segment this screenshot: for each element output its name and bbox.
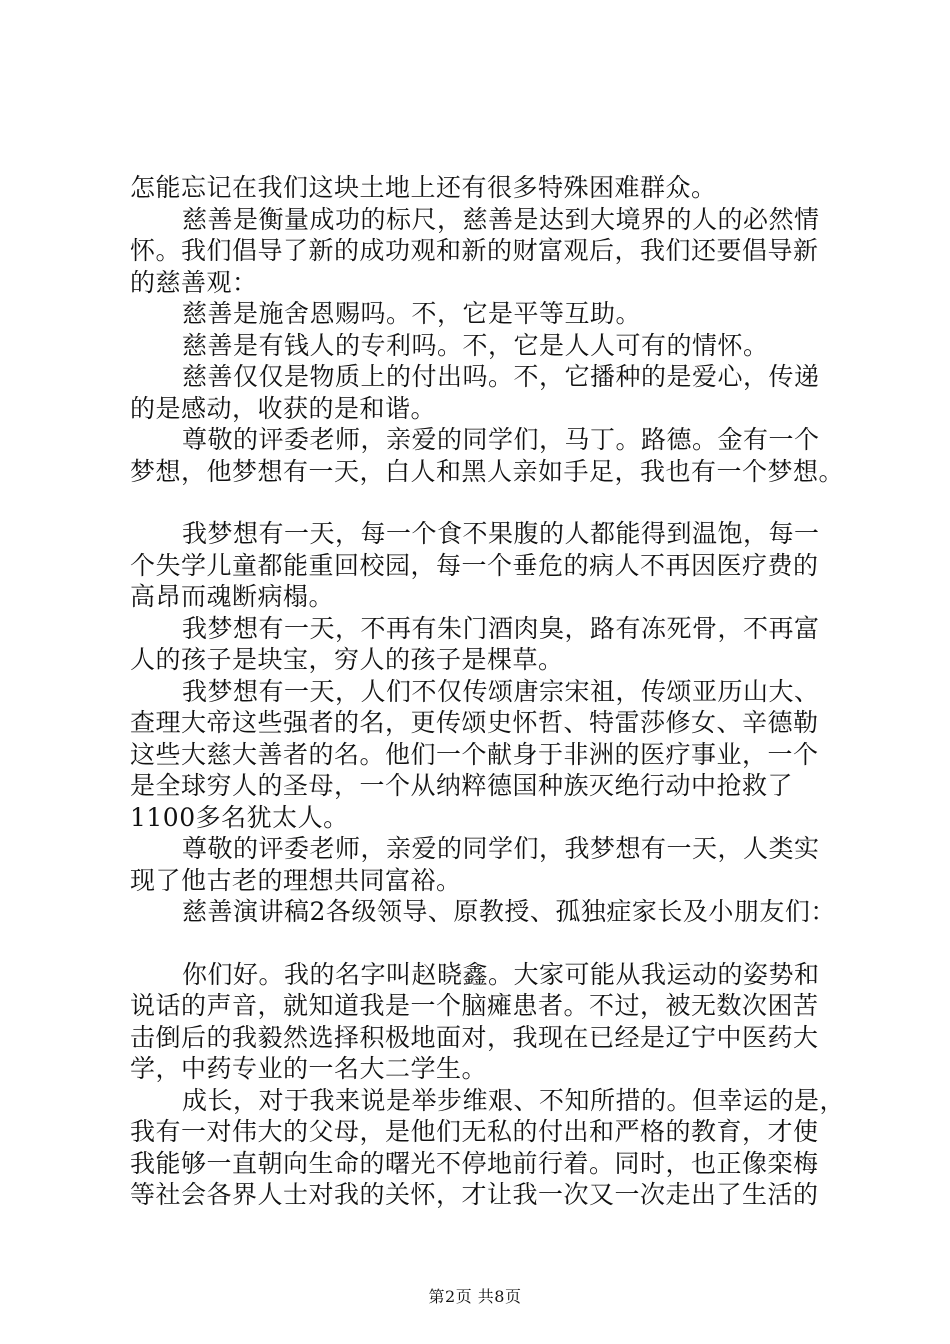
text-line: 尊敬的评委老师，亲爱的同学们，马丁。路德。金有一个 (182, 425, 820, 454)
text-line: 高昂而魂断病榻。 (130, 582, 335, 611)
text-line: 我梦想有一天，人们不仅传颂唐宗宋祖，传颂亚历山大、 (182, 676, 820, 706)
text-line: 我梦想有一天，不再有朱门酒肉臭，路有冻死骨，不再富 (182, 613, 820, 643)
text-line: 1100多名犹太人。 (130, 802, 349, 832)
text-line: 的是感动，收获的是和谐。 (130, 393, 437, 423)
text-line: 是全球穷人的圣母，一个从纳粹德国种族灭绝行动中抢救了 (130, 771, 794, 800)
text-line: 学，中药专业的一名大二学生。 (130, 1054, 488, 1083)
text-line: 现了他古老的理想共同富裕。 (130, 865, 462, 895)
document-body (130, 172, 846, 1211)
text-line: 查理大帝这些强者的名，更传颂史怀哲、特雷莎修女、辛德勒 (130, 708, 819, 737)
text-line: 慈善是施舍恩赐吗。不，它是平等互助。 (182, 299, 642, 328)
text-line: 梦想，他梦想有一天，白人和黑人亲如手足，我也有一个梦想。 (130, 456, 845, 486)
text-line: 怀。我们倡导了新的成功观和新的财富观后，我们还要倡导新 (130, 236, 819, 265)
text-line: 击倒后的我毅然选择积极地面对，我现在已经是辽宁中医药大 (130, 1022, 819, 1052)
text-line: 怎能忘记在我们这块土地上还有很多特殊困难群众。 (130, 173, 717, 202)
text-line: 我能够一直朝向生命的曙光不停地前行着。同时，也正像栾梅 (130, 1148, 819, 1178)
text-line: 尊敬的评委老师，亲爱的同学们，我梦想有一天，人类实 (182, 834, 820, 863)
page-number-footer: 第2页 共8页 (428, 1287, 522, 1306)
text-line: 的慈善观： (130, 267, 258, 297)
text-line: 说话的声音，就知道我是一个脑瘫患者。不过，被无数次困苦 (130, 991, 819, 1020)
text-line: 慈善是有钱人的专利吗。不，它是人人可有的情怀。 (182, 330, 769, 360)
paragraph-gap (130, 487, 830, 518)
text-line: 成长，对于我来说是举步维艰、不知所措的。但幸运的是， (182, 1085, 846, 1115)
text-line: 人的孩子是块宝，穷人的孩子是棵草。 (130, 645, 564, 674)
text-line: 等社会各界人士对我的关怀，才让我一次又一次走出了生活的 (130, 1180, 819, 1209)
paragraph-gap (130, 928, 830, 959)
text-line: 我梦想有一天，每一个食不果腹的人都能得到温饱，每一 (182, 519, 820, 548)
text-line: 慈善是衡量成功的标尺，慈善是达到大境界的人的必然情 (182, 204, 820, 234)
text-line: 我有一对伟大的父母，是他们无私的付出和严格的教育，才使 (130, 1117, 819, 1146)
text-line: 个失学儿童都能重回校园，每一个垂危的病人不再因医疗费的 (130, 550, 819, 580)
section-heading-line: 慈善演讲稿2各级领导、原教授、孤独症家长及小朋友们： (182, 897, 836, 926)
text-line: 你们好。我的名字叫赵晓鑫。大家可能从我运动的姿势和 (182, 959, 820, 989)
text-line: 这些大慈大善者的名。他们一个献身于非洲的医疗事业，一个 (130, 739, 819, 769)
text-line: 慈善仅仅是物质上的付出吗。不，它播种的是爱心，传递 (182, 362, 820, 391)
